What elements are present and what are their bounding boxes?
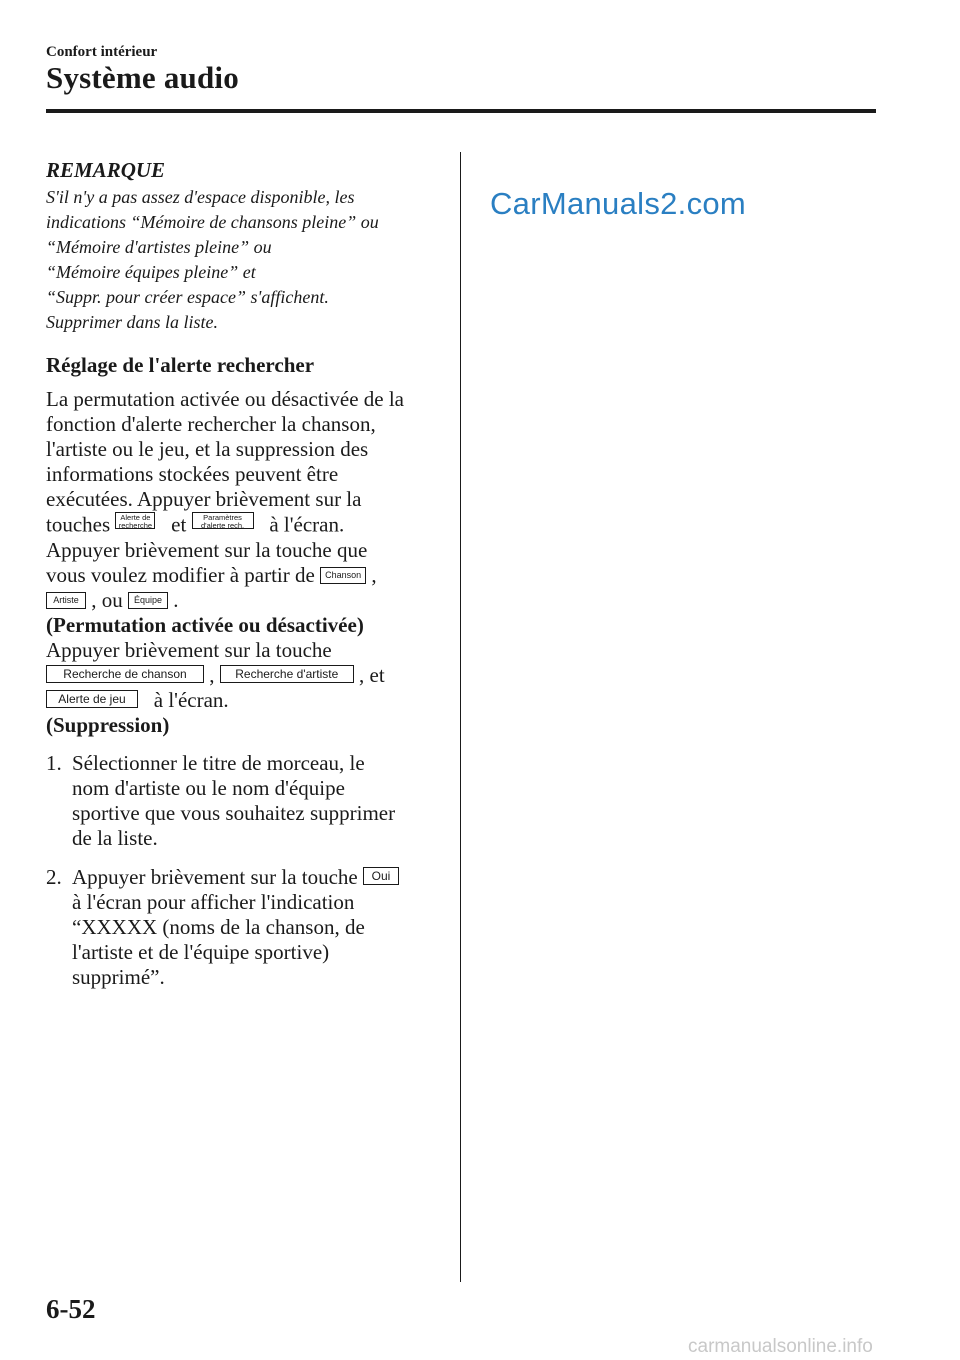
note-line: “Mémoire équipes pleine” et [46, 262, 256, 282]
note-line: Supprimer dans la liste. [46, 312, 219, 332]
alert-heading: Réglage de l'alerte rechercher [46, 353, 315, 377]
a-lecran-text: à l'écran. [269, 512, 345, 537]
step-number: 2. [46, 864, 62, 889]
body-line: informations stockées peuvent être [46, 462, 339, 486]
body-line: exécutées. Appuyer brièvement sur la [46, 487, 362, 511]
step-line: sportive que vous souhaitez supprimer [72, 800, 396, 825]
step-line: à l'écran pour afficher l'indication [72, 889, 355, 914]
btn-line: recherche [118, 520, 153, 530]
body-line: Appuyer brièvement sur la touche [46, 637, 332, 662]
body-line-chanson [46, 563, 446, 588]
body-line: l'artiste ou le jeu, et la suppression des [46, 437, 369, 461]
btn-line: Paramètres [203, 513, 242, 522]
note-line: indications “Mémoire de chansons pleine” ou [46, 212, 379, 232]
et-text: , et [359, 662, 385, 687]
body-line-recherche [46, 663, 446, 688]
note-line: S'il n'y a pas assez d'espace disponible, les [46, 187, 355, 207]
step-line: Sélectionner le titre de morceau, le [72, 750, 365, 775]
parametres-alerte-button[interactable] [192, 512, 254, 529]
oui-button[interactable]: Oui [363, 867, 399, 885]
page-number: 6-52 [46, 1294, 96, 1324]
comma-text: , [209, 662, 215, 687]
column-divider [460, 152, 461, 1282]
recherche-chanson-button[interactable]: Recherche de chanson [46, 665, 204, 683]
alert-body [46, 387, 446, 990]
step-line: nom d'artiste ou le nom d'équipe [72, 775, 345, 800]
ou-text: , ou [91, 587, 123, 612]
watermark: CarManuals2.com [490, 186, 747, 221]
equipe-button[interactable]: Équipe [128, 592, 168, 609]
step-line: de la liste. [72, 825, 158, 850]
body-line: La permutation activée ou désactivée de la [46, 387, 404, 411]
title-rule [46, 109, 876, 113]
body-line-touches [46, 512, 446, 538]
recherche-artiste-button[interactable]: Recherche d'artiste [220, 665, 354, 683]
alerte-jeu-button[interactable]: Alerte de jeu [46, 690, 138, 708]
body-line-alerte-jeu [46, 688, 446, 713]
note-line: “Suppr. pour créer espace” s'affichent. [46, 287, 329, 307]
suppression-heading: (Suppression) [46, 712, 170, 737]
footer-watermark: carmanualsonline.info [688, 1336, 873, 1357]
step-line: l'artiste et de l'équipe sportive) [72, 939, 330, 964]
note-line: “Mémoire d'artistes pleine” ou [46, 237, 272, 257]
step-line: “XXXXX (noms de la chanson, de [72, 914, 365, 939]
period-text: . [173, 587, 179, 612]
chanson-button[interactable]: Chanson [320, 567, 366, 584]
btn-line: Alerte de [120, 513, 151, 522]
a-lecran-text: à l'écran. [153, 687, 229, 712]
permutation-heading: (Permutation activée ou désactivée) [46, 612, 364, 637]
body-line: fonction d'alerte rechercher la chanson, [46, 412, 376, 436]
note-body [46, 185, 446, 335]
artiste-button[interactable]: Artiste [46, 592, 86, 609]
step-line: supprimé”. [72, 964, 165, 989]
steps-list [46, 751, 446, 990]
note-heading: REMARQUE [46, 158, 166, 182]
body-line-artiste [46, 588, 446, 613]
step-line [72, 865, 446, 890]
section-label: Confort intérieur [46, 44, 158, 60]
step-item [46, 865, 446, 990]
et-text: et [171, 512, 187, 537]
step-item [46, 751, 446, 851]
comma-text: , [371, 562, 377, 587]
page-title: Système audio [46, 60, 239, 95]
alerte-recherche-button[interactable] [115, 512, 155, 529]
body-line: Appuyer brièvement sur la touche que [46, 537, 368, 562]
text: vous voulez modifier à partir de [46, 562, 315, 587]
btn-line: d'alerte rech. [201, 520, 245, 530]
text: Appuyer brièvement sur la touche [72, 864, 358, 889]
touches-text: touches [46, 512, 111, 537]
step-number: 1. [46, 750, 62, 775]
